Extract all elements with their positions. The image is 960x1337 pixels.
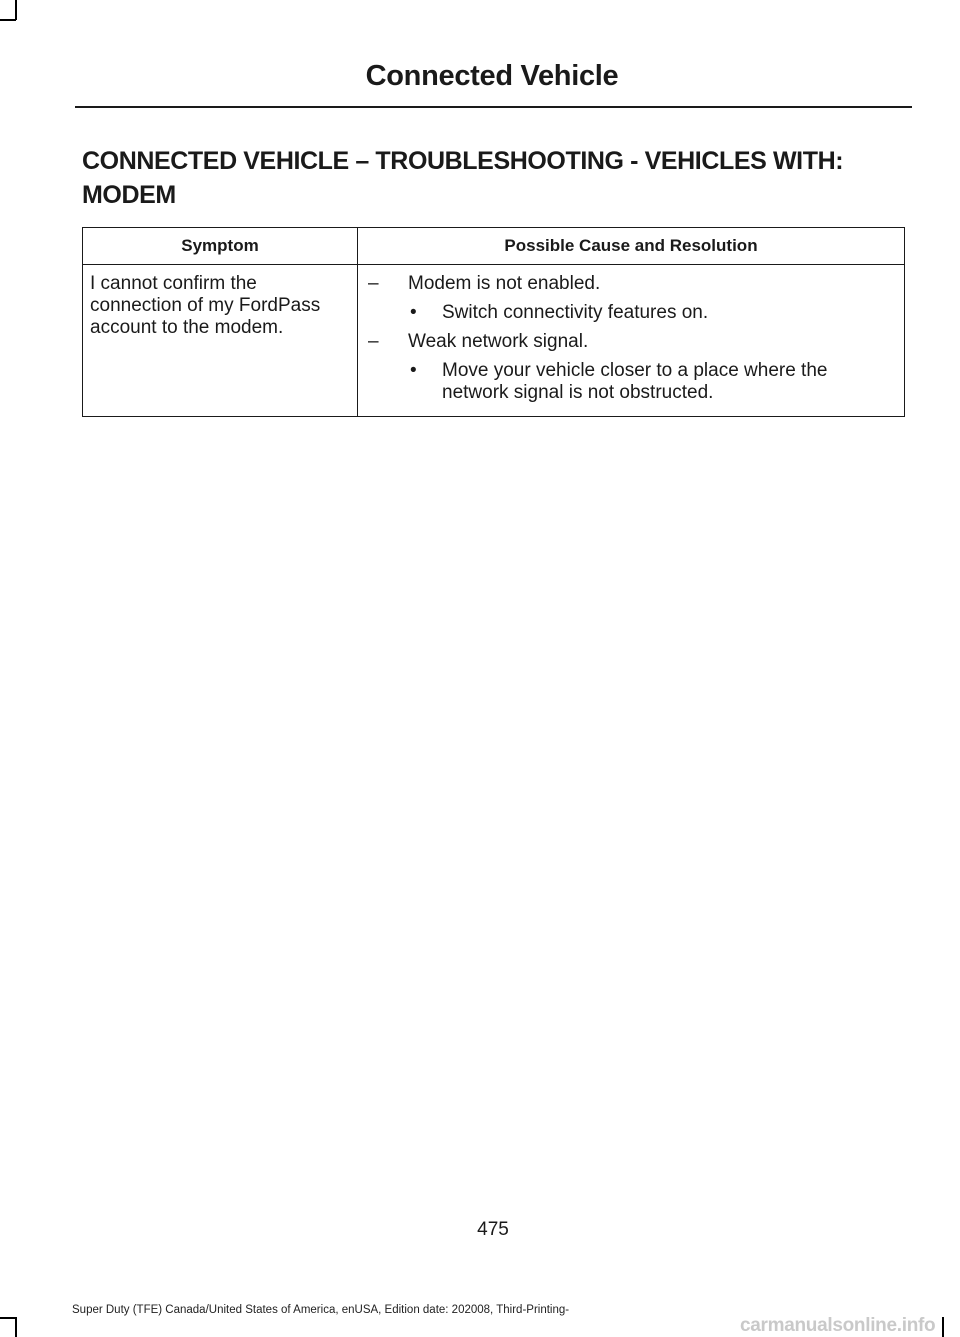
footer-edition-text: Super Duty (TFE) Canada/United States of America, enUSA, Edition date: 202008, Third-Printing-	[72, 1304, 570, 1316]
resolution-item	[368, 302, 894, 324]
crop-mark-bottom-left-v	[15, 1317, 17, 1337]
section-heading: CONNECTED VEHICLE – TROUBLESHOOTING - VEHICLES WITH: MODEM	[82, 147, 844, 209]
resolution-text: Move your vehicle closer to a place where the network signal is not obstructed.	[442, 360, 828, 403]
crop-mark-bottom-right-v	[942, 1317, 944, 1337]
crop-mark-top-left-v	[15, 0, 17, 20]
cause-item	[368, 273, 894, 295]
resolution-text: Switch connectivity features on.	[442, 302, 709, 323]
crop-mark-top-left-h	[0, 19, 16, 21]
table-row	[83, 265, 905, 417]
header-rule	[75, 106, 912, 108]
column-header-symptom: Symptom	[83, 228, 358, 265]
cause-text: Weak network signal.	[408, 331, 589, 352]
cause-resolution-cell	[358, 265, 905, 417]
dash-marker: –	[368, 331, 379, 352]
bullet-marker: •	[410, 360, 417, 381]
dash-marker: –	[368, 273, 379, 294]
watermark: carmanualsonline.info	[740, 1315, 936, 1336]
bullet-marker: •	[410, 302, 417, 323]
troubleshooting-table	[82, 227, 905, 417]
cause-item	[368, 331, 894, 353]
symptom-cell: I cannot confirm the connection of my FordPass account to the modem.	[83, 265, 358, 417]
page-header-title: Connected Vehicle	[365, 60, 619, 92]
page-number: 475	[477, 1219, 509, 1240]
resolution-item	[368, 360, 894, 404]
cause-text: Modem is not enabled.	[408, 273, 601, 294]
crop-mark-bottom-left-h	[0, 1317, 16, 1319]
column-header-cause-resolution: Possible Cause and Resolution	[358, 228, 905, 265]
table-header-row	[83, 228, 905, 265]
